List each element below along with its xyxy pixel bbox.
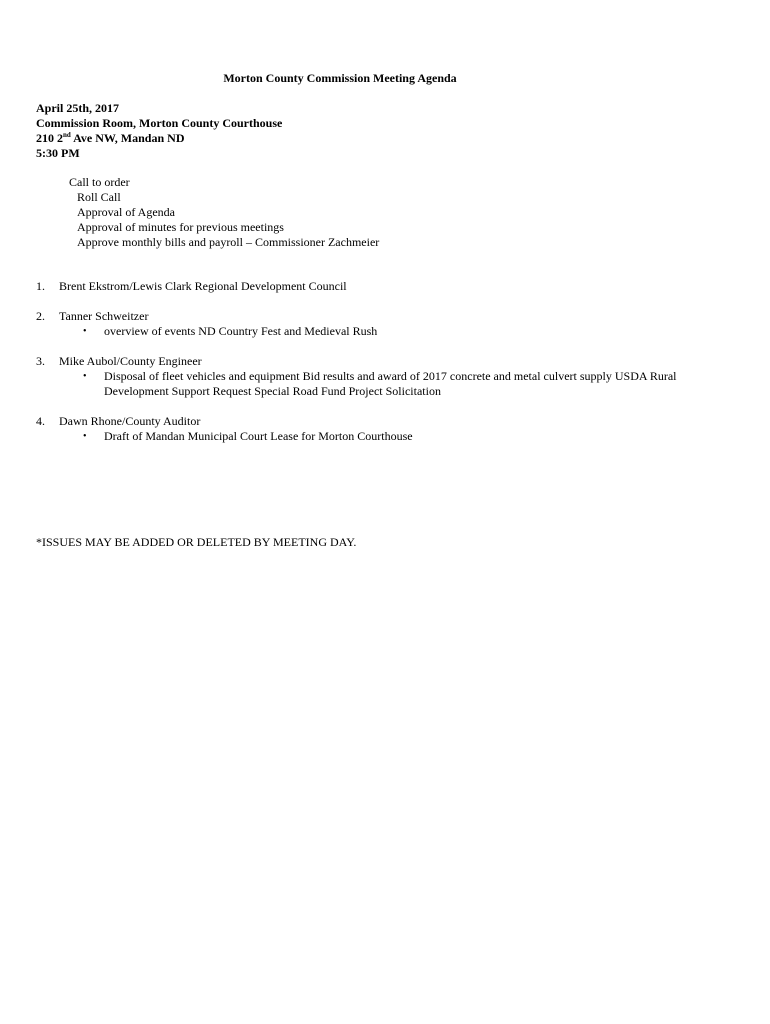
agenda-item-text: Mike Aubol/County Engineer xyxy=(59,354,202,368)
meeting-date: April 25th, 2017 xyxy=(36,101,120,115)
agenda-bullet-text: overview of events ND Country Fest and Medieval Rush xyxy=(104,324,378,338)
agenda-item-text: Brent Ekstrom/Lewis Clark Regional Development Council xyxy=(59,279,347,293)
agenda-item xyxy=(36,354,726,399)
opening-item: Approve monthly bills and payroll – Commissioner Zachmeier xyxy=(77,235,380,249)
opening-item: Approval of Agenda xyxy=(77,205,175,219)
address-street: Ave NW, Mandan ND xyxy=(70,131,185,145)
agenda-item xyxy=(36,414,726,444)
address-ordinal: nd xyxy=(63,131,71,139)
agenda-item-text: Dawn Rhone/County Auditor xyxy=(59,414,201,428)
agenda-bullet-text: Disposal of fleet vehicles and equipment Bid results and award of 2017 concrete and metal culvert supply USDA Rural Development Support Request Special Road Fund Project Solicitation xyxy=(104,369,677,398)
agenda-bullet xyxy=(83,429,726,444)
bullet-icon: • xyxy=(83,431,87,442)
agenda-item-number: 2. xyxy=(36,309,45,323)
agenda-item-number: 3. xyxy=(36,354,45,368)
agenda-bullet-text: Draft of Mandan Municipal Court Lease for Morton Courthouse xyxy=(104,429,413,443)
agenda-item-number: 1. xyxy=(36,279,45,293)
bullet-icon: • xyxy=(83,371,87,382)
agenda-bullet xyxy=(83,369,726,399)
opening-item: Approval of minutes for previous meetings xyxy=(77,220,284,234)
meeting-location: Commission Room, Morton County Courthouse xyxy=(36,116,283,130)
agenda-item xyxy=(36,309,726,339)
page-title: Morton County Commission Meeting Agenda xyxy=(223,71,457,85)
agenda-item-text: Tanner Schweitzer xyxy=(59,309,149,323)
meeting-time: 5:30 PM xyxy=(36,146,80,160)
meeting-details xyxy=(36,101,282,161)
agenda-item-number: 4. xyxy=(36,414,45,428)
address-number: 210 2 xyxy=(36,131,63,145)
agenda-bullet xyxy=(83,324,726,339)
footer-note: *ISSUES MAY BE ADDED OR DELETED BY MEETING DAY. xyxy=(36,535,357,549)
opening-item: Roll Call xyxy=(77,190,121,204)
meeting-address xyxy=(36,131,282,146)
opening-section xyxy=(69,175,379,250)
agenda-items xyxy=(36,279,726,459)
bullet-icon: • xyxy=(83,326,87,337)
call-to-order: Call to order xyxy=(69,175,130,189)
agenda-item xyxy=(36,279,726,294)
